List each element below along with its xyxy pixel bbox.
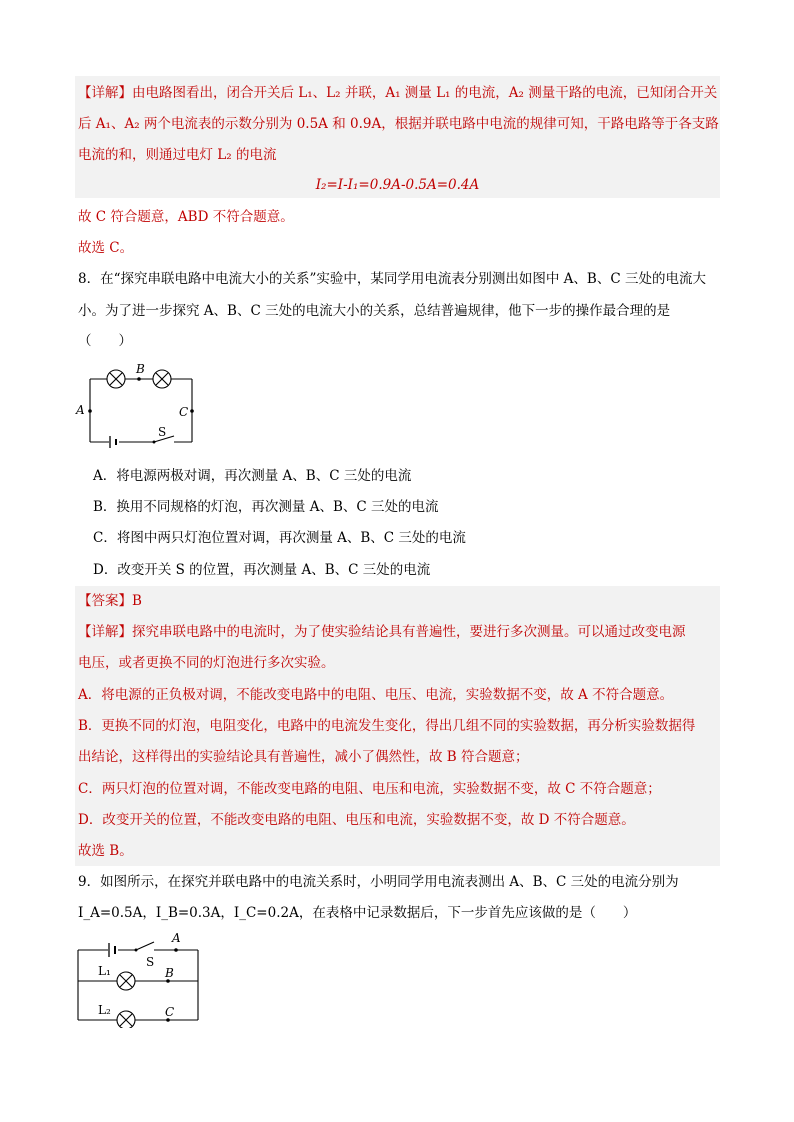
q9-stem-line-2: I_A=0.5A，I_B=0.3A，I_C=0.2A，在表格中记录数据后，下一步首先应该做的是（ ） (78, 905, 637, 921)
q8-option-a: A．将电源两极对调，再次测量 A、B、C 三处的电流 (93, 468, 412, 484)
q9-label-s: S (146, 955, 155, 969)
q7-explain-line-3: 电流的和，则通过电灯 L₂ 的电流 (78, 147, 277, 163)
q9-stem-line-1: 9．如图所示，在探究并联电路中的电流关系时，小明同学用电流表测出 A、B、C 三处的电流分别为 (78, 874, 679, 890)
q7-choice: 故选 C。 (78, 240, 134, 256)
q8-label-a: A (76, 403, 85, 417)
q9-label-l1: L₁ (98, 964, 111, 978)
q9-label-b: B (165, 966, 174, 980)
q8-explain-line-1: 【详解】探究串联电路中的电流时，为了使实验结论具有普遍性，要进行多次测量。可以通过改变电源 (78, 624, 686, 640)
q7-explain-line-1: 【详解】由电路图看出，闭合开关后 L₁、L₂ 并联，A₁ 测量 L₁ 的电流，A₂ 测量干路的电流，已知闭合开关 (78, 85, 718, 101)
q8-answer: 【答案】B (78, 593, 142, 609)
q8-option-b: B．换用不同规格的灯泡，再次测量 A、B、C 三处的电流 (93, 499, 439, 515)
q8-explain-line-2: 电压，或者更换不同的灯泡进行多次实验。 (78, 655, 335, 671)
q9-label-l2: L₂ (98, 1003, 111, 1017)
q8-option-d: D．改变开关 S 的位置，再次测量 A、B、C 三处的电流 (93, 562, 431, 578)
q8-stem-line-2: 小。为了进一步探究 A、B、C 三处的电流大小的关系，总结普遍规律，他下一步的操作最合理的是 (78, 303, 671, 319)
lamp-icon (153, 370, 171, 388)
q9-label-c: C (165, 1005, 175, 1019)
q8-explain-option-a: A．将电源的正负极对调，不能改变电路中的电阻、电压、电流，实验数据不变，故 A 不符合题意。 (78, 687, 674, 703)
q9-label-a: A (172, 931, 181, 945)
q8-answer-paren: （ ） (78, 333, 132, 349)
q8-explain-option-d: D．改变开关的位置，不能改变电路的电阻、电压和电流，实验数据不变，故 D 不符合题意。 (78, 812, 635, 828)
q8-option-c: C．将图中两只灯泡位置对调，再次测量 A、B、C 三处的电流 (93, 530, 466, 546)
q8-explain-option-b-1: B．更换不同的灯泡，电阻变化，电路中的电流发生变化，得出几组不同的实验数据，再分析实验数据得 (78, 718, 696, 734)
q8-label-c: C (179, 405, 189, 419)
q8-explain-option-c: C．两只灯泡的位置对调，不能改变电路的电阻、电压和电流，实验数据不变，故 C 不符合题意； (78, 781, 661, 797)
q8-series-circuit-figure (70, 360, 210, 452)
q7-explain-line-2: 后 A₁、A₂ 两个电流表的示数分别为 0.5A 和 0.9A，根据并联电路中电流的规律可知，干路电路等于各支路 (78, 116, 719, 132)
lamp-icon (107, 370, 125, 388)
q7-conclusion: 故 C 符合题意，ABD 不符合题意。 (78, 209, 294, 225)
q8-label-s: S (158, 425, 167, 439)
q9-parallel-circuit-figure (70, 928, 210, 1028)
lamp-icon (117, 972, 135, 990)
q8-label-b: B (136, 362, 145, 376)
q8-stem-line-1: 8．在“探究串联电路中电流大小的关系”实验中，某同学用电流表分别测出如图中 A、B、C 三处的电流大 (78, 271, 706, 287)
lamp-icon (117, 1011, 135, 1028)
q7-formula: I₂=I-I₁=0.9A-0.5A=0.4A (315, 177, 480, 193)
q8-choice: 故选 B。 (78, 843, 133, 859)
q8-explain-option-b-2: 出结论，这样得出的实验结论具有普遍性，减小了偶然性，故 B 符合题意； (78, 749, 529, 765)
